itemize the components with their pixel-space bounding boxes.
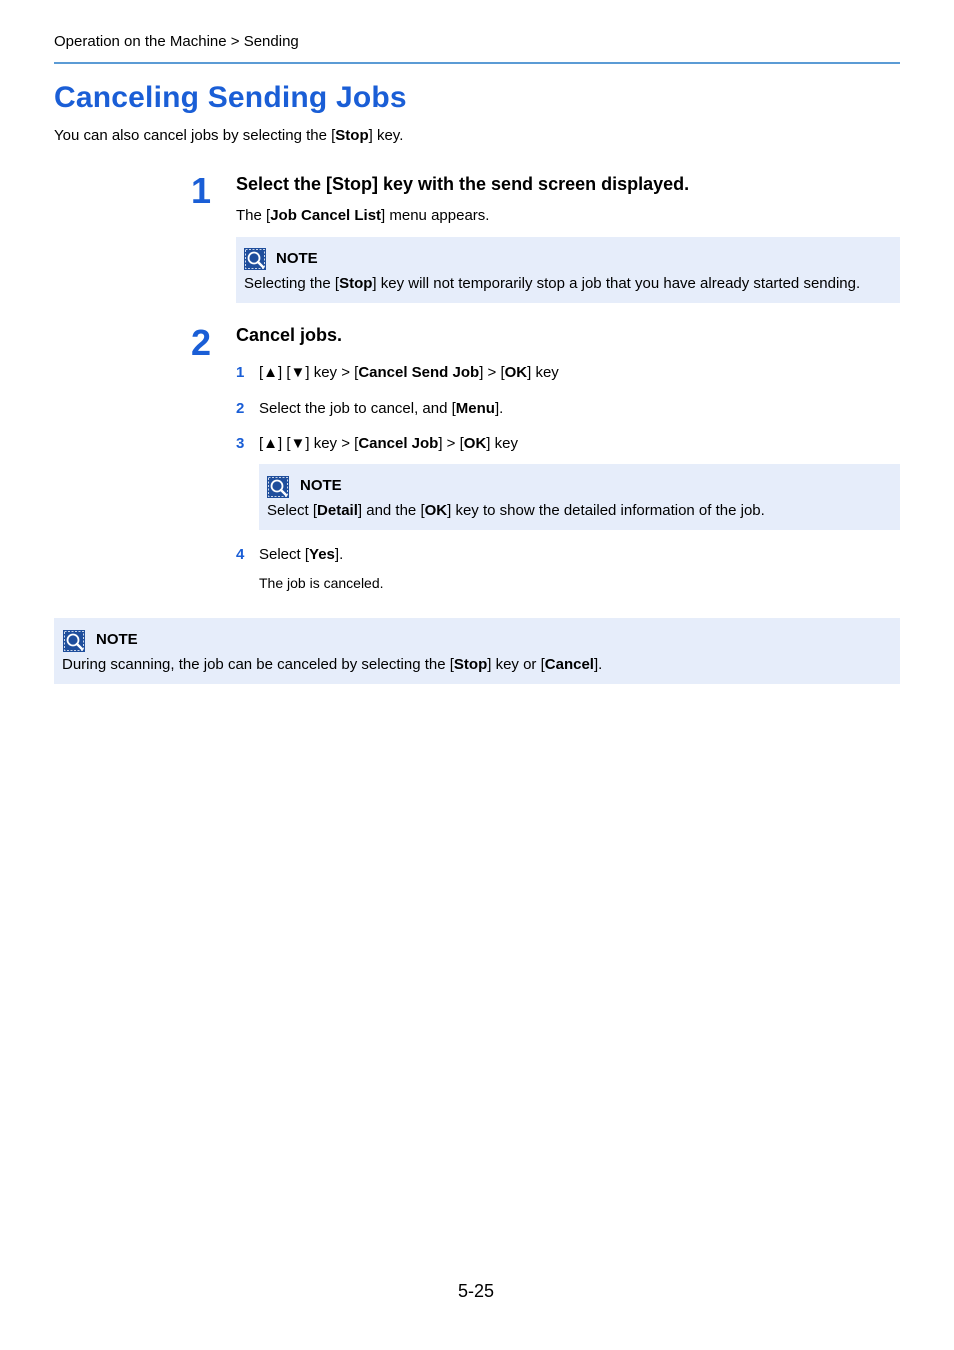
substep-number: 1 bbox=[236, 364, 245, 381]
step-1-desc-post: ] menu appears. bbox=[381, 207, 490, 224]
note-text-post: ] key will not temporarily stop a job that you have already started sending. bbox=[372, 275, 861, 292]
step-2-number: 2 bbox=[190, 322, 212, 363]
substep-key: Menu bbox=[455, 400, 495, 417]
note-text-key: Detail bbox=[317, 502, 358, 519]
substep-text bbox=[259, 546, 343, 563]
substep-part: ]. bbox=[494, 400, 504, 417]
note-icon bbox=[267, 476, 289, 498]
substep-key: OK bbox=[504, 364, 528, 381]
substep-part: ] key bbox=[527, 364, 559, 381]
substep-number: 2 bbox=[236, 400, 245, 417]
step-1-heading: Select the [Stop] key with the send screen displayed. bbox=[236, 174, 690, 194]
note-text-mid: ] key or [ bbox=[487, 656, 545, 673]
intro-pre: You can also cancel jobs by selecting the [ bbox=[54, 127, 336, 144]
substep-part: ] key bbox=[486, 435, 518, 452]
substep-part: Select the job to cancel, and [ bbox=[259, 400, 456, 417]
substep-number: 3 bbox=[236, 435, 245, 452]
note-text bbox=[62, 656, 602, 673]
note-text bbox=[267, 502, 765, 519]
substep-part: [▲] [▼] key > [ bbox=[259, 364, 359, 381]
header-divider bbox=[54, 62, 900, 64]
step-1-number: 1 bbox=[190, 170, 212, 211]
note-text-post: ] key to show the detailed information of the job. bbox=[447, 502, 765, 519]
substep-key: Cancel Job bbox=[358, 435, 439, 452]
substep-result: The job is canceled. bbox=[259, 575, 384, 591]
breadcrumb: Operation on the Machine > Sending bbox=[54, 33, 299, 50]
substep-text bbox=[259, 435, 518, 452]
substep-part: Select [ bbox=[259, 546, 310, 563]
note-text-mid: ] and the [ bbox=[357, 502, 425, 519]
note-text-pre: Selecting the [ bbox=[244, 275, 340, 292]
substep-part: ] > [ bbox=[479, 364, 505, 381]
intro-key: Stop bbox=[335, 127, 369, 144]
substep-key: Cancel Send Job bbox=[358, 364, 480, 381]
substep-text bbox=[259, 364, 559, 381]
note-text-pre: During scanning, the job can be canceled by selecting the [ bbox=[62, 656, 454, 673]
note-label: NOTE bbox=[96, 631, 138, 648]
step-1-desc-pre: The [ bbox=[236, 207, 271, 224]
substep-key: OK bbox=[463, 435, 487, 452]
note-text-key: Cancel bbox=[544, 656, 594, 673]
step-1-desc-key: Job Cancel List bbox=[270, 207, 382, 224]
intro-post: ] key. bbox=[368, 127, 404, 144]
step-2-heading: Cancel jobs. bbox=[236, 325, 343, 345]
note-text-key: Stop bbox=[339, 275, 373, 292]
step-1-note bbox=[236, 237, 900, 303]
note-text-post: ]. bbox=[593, 656, 603, 673]
note-text bbox=[244, 275, 860, 292]
substep-key: Yes bbox=[309, 546, 335, 563]
note-icon bbox=[63, 630, 85, 652]
substep-part: [▲] [▼] key > [ bbox=[259, 435, 359, 452]
intro-text bbox=[54, 127, 403, 144]
substep-number: 4 bbox=[236, 546, 245, 563]
page-title: Canceling Sending Jobs bbox=[54, 81, 407, 114]
note-text-pre: Select [ bbox=[267, 502, 318, 519]
note-label: NOTE bbox=[300, 477, 342, 494]
note-label: NOTE bbox=[276, 250, 318, 267]
note-text-key: OK bbox=[424, 502, 448, 519]
step-1-description bbox=[236, 207, 489, 224]
note-icon bbox=[244, 248, 266, 270]
substep-text bbox=[259, 400, 503, 417]
page-number: 5-25 bbox=[458, 1281, 495, 1301]
note-text-key: Stop bbox=[453, 656, 488, 673]
substep-part: ] > [ bbox=[438, 435, 464, 452]
step-2-note bbox=[259, 464, 900, 530]
substep-part: ]. bbox=[334, 546, 344, 563]
bottom-note bbox=[54, 618, 900, 684]
